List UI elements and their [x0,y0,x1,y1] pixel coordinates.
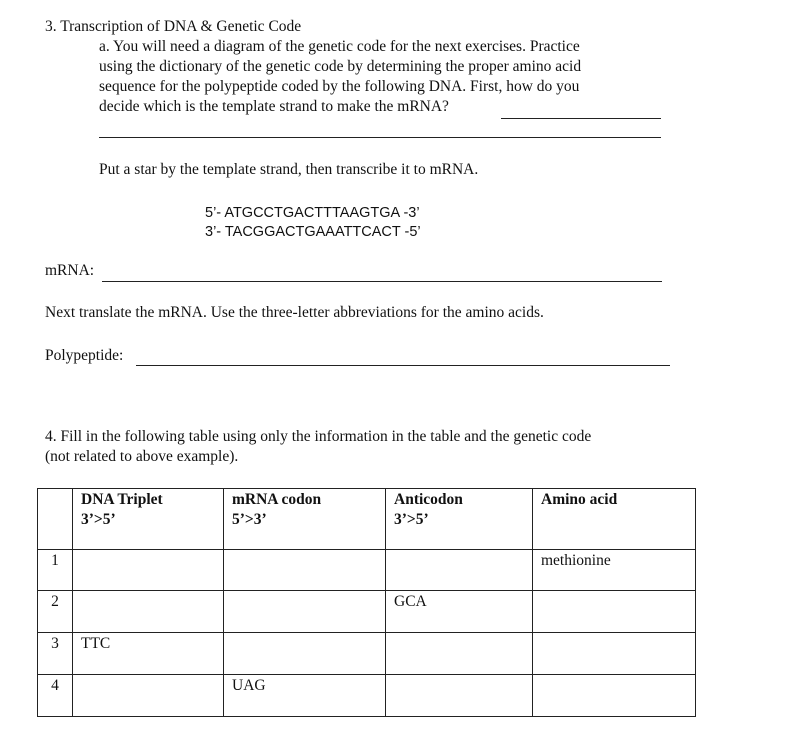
cell-text [224,633,385,637]
q4-line-2: (not related to above example). [45,448,239,465]
table-row [38,675,696,717]
row-1-amino[interactable] [533,550,696,591]
row-1-num [38,550,73,591]
header-amino-title: Amino acid [541,491,618,508]
cell-text [73,550,223,554]
cell-text [533,675,695,679]
row-3-dna[interactable] [73,633,224,675]
dna-strand-top[interactable]: 5’- ATGCCTGACTTTAAGTGA -3’ [205,205,420,221]
header-mrna-title: mRNA codon [232,491,322,508]
row-num-text: 3 [51,635,59,652]
polypeptide-label: Polypeptide: [45,347,124,364]
row-4-anticodon[interactable] [386,675,533,717]
row-4-amino[interactable] [533,675,696,717]
row-num-text: 2 [51,593,59,610]
header-anticodon-title: Anticodon [394,491,463,508]
row-4-mrna[interactable] [224,675,386,717]
row-2-dna[interactable] [73,591,224,633]
row-1-mrna[interactable] [224,550,386,591]
translate-instruction: Next translate the mRNA. Use the three-letter abbreviations for the amino acids. [45,304,544,321]
header-dna-triplet [73,489,224,550]
row-2-num [38,591,73,633]
cell-text [386,675,532,679]
row-4-dna[interactable] [73,675,224,717]
star-instruction: Put a star by the template strand, then transcribe it to mRNA. [99,161,479,178]
header-dna-title: DNA Triplet [81,491,163,508]
q3-a-line-1: a. You will need a diagram of the genetic code for the next exercises. Practice [99,38,580,55]
row-3-num [38,633,73,675]
header-mrna-sub: 5’>3’ [232,511,267,528]
row-3-mrna[interactable] [224,633,386,675]
cell-text [533,633,695,637]
cell-text [224,550,385,554]
header-anticodon-sub: 3’>5’ [394,511,429,528]
cell-text: UAG [232,677,266,694]
q3-a-line-3: sequence for the polypeptide coded by the following DNA. First, how do you [99,78,580,95]
row-num-text: 1 [51,552,59,569]
header-mrna-codon [224,489,386,550]
header-amino-acid [533,489,696,550]
cell-text: TTC [81,635,111,652]
genetic-code-table [37,488,696,717]
mrna-answer-line[interactable] [102,281,662,282]
answer-line-template-1[interactable] [501,118,661,119]
q3-a-line-2: using the dictionary of the genetic code by determining the proper amino acid [99,58,582,75]
cell-text [533,591,695,595]
row-num-text: 4 [51,677,59,694]
dna-strand-bottom[interactable]: 3’- TACGGACTGAAATTCACT -5’ [205,224,421,240]
row-2-anticodon[interactable] [386,591,533,633]
row-4-num [38,675,73,717]
header-anticodon [386,489,533,550]
q3-title: 3. Transcription of DNA & Genetic Code [45,18,302,35]
answer-line-template-2[interactable] [99,137,661,138]
cell-text [224,591,385,595]
table-row [38,550,696,591]
polypeptide-answer-line[interactable] [136,365,670,366]
cell-text [386,633,532,637]
cell-text [73,675,223,679]
mrna-label: mRNA: [45,262,95,279]
cell-text: GCA [394,593,427,610]
table-header-row [38,489,696,550]
row-2-amino[interactable] [533,591,696,633]
table-row [38,591,696,633]
header-dna-sub: 3’>5’ [81,511,116,528]
row-3-amino[interactable] [533,633,696,675]
table-row [38,633,696,675]
header-num-cell [38,489,73,550]
row-1-dna[interactable] [73,550,224,591]
row-3-anticodon[interactable] [386,633,533,675]
cell-text: methionine [541,552,611,569]
q4-line-1: 4. Fill in the following table using only the information in the table and the genetic code [45,428,592,445]
row-2-mrna[interactable] [224,591,386,633]
row-1-anticodon[interactable] [386,550,533,591]
q3-a-line-4: decide which is the template strand to make the mRNA? [99,98,449,115]
cell-text [73,591,223,595]
cell-text [386,550,532,554]
